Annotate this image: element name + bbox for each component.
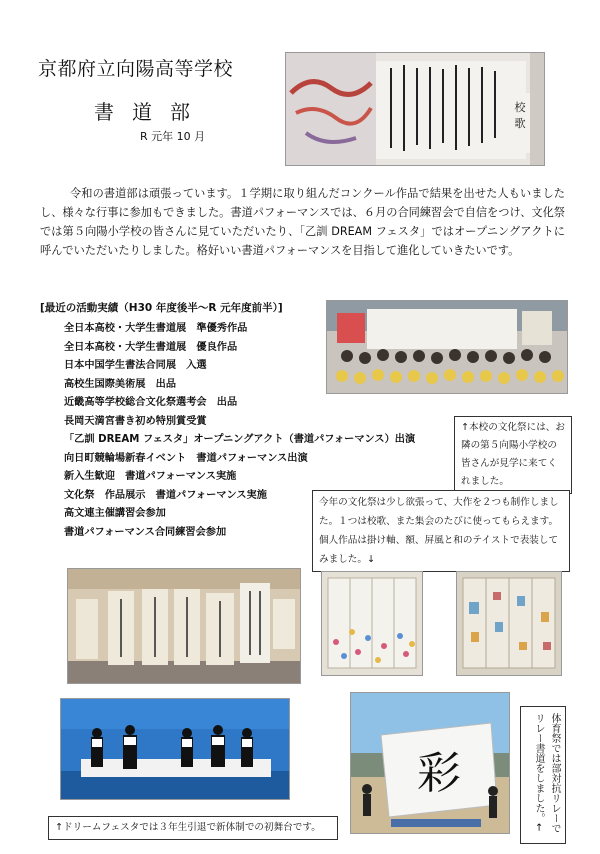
caption-dream-festa: ↑ドリームフェスタでは３年生引退で新体制での初舞台です。 — [48, 816, 338, 840]
list-item: 全日本高校・大学生書道展 準優秀作品 — [64, 323, 248, 334]
photo-sports-day-relay — [350, 692, 510, 834]
list-item: 全日本高校・大学生書道展 優良作品 — [64, 341, 238, 353]
school-song-label-2: 歌 — [514, 117, 526, 130]
list-item: 高校生国際美術展 出品 — [64, 378, 177, 390]
list-item: 日本中国学生書法合同展 入選 — [64, 360, 207, 371]
photo-elementary-visit — [326, 300, 568, 394]
intro-paragraph: 令和の書道部は頑張っています。１学期に取り組んだコンクール作品で結果を出せた人もいましたし、様々な行事に参加もできました。書道パフォーマンスでは、６月の合同練習会で自信をつけ、文化祭では第５向陽小学校の皆さんに見ていただいたり、「乙訓 DREAM フェスタ」ではオープニングアクトに呼んでいただいたりしました。格好いい書道パフォーマンスを目指して進化していきたいです。 — [40, 187, 565, 257]
activities-heading: [最近の活動実績（H30 年度後半～R 元年度前半）] — [40, 302, 283, 314]
caption-festival-works: 今年の文化祭は少し欲張って、大作を２つも制作しました。１つは校歌、また集会のたびに使ってもらえます。個人作品は掛け軸、額、屏風と和のテイストで表装してみました。↓ — [312, 490, 570, 572]
school-song-label-1: 校 — [514, 101, 526, 114]
issue-date: R 元年 10 月 — [140, 130, 206, 143]
photo-exhibition-hall — [67, 568, 301, 684]
list-item: 「乙訓 DREAM フェスタ」オープニングアクト（書道パフォーマンス）出演 — [64, 434, 416, 445]
photo-dream-festa-stage — [60, 698, 290, 800]
photo-big-character: 彩 — [417, 748, 461, 799]
list-item: 近畿高等学校総合文化祭選考会 出品 — [64, 397, 238, 408]
list-item: 長岡天満宮書き初め特別賞受賞 — [64, 415, 207, 427]
caption-sports-day: 体育祭では部対抗リレーでリレー書道をしました。← — [520, 706, 566, 844]
caption-elementary-visit: ↑本校の文化祭には、お隣の第５向陽小学校の皆さんが見学に来てくれました。 — [454, 416, 572, 494]
photo-folding-screen-1 — [321, 571, 423, 676]
photo-folding-screen-2 — [456, 571, 562, 676]
school-name: 京都府立向陽高等学校 — [38, 58, 234, 80]
list-item: 文化祭 作品展示 書道パフォーマンス実施 — [64, 489, 267, 501]
list-item: 書道パフォーマンス合同練習会参加 — [64, 526, 227, 538]
list-item: 高文連主催講習会参加 — [64, 508, 166, 519]
list-item: 向日町競輪場新春イベント 書道パフォーマンス出演 — [64, 452, 308, 464]
photo-school-song-work — [285, 52, 545, 166]
club-name: 書道部 — [94, 100, 208, 124]
list-item: 新入生歓迎 書道パフォーマンス実施 — [64, 471, 237, 482]
